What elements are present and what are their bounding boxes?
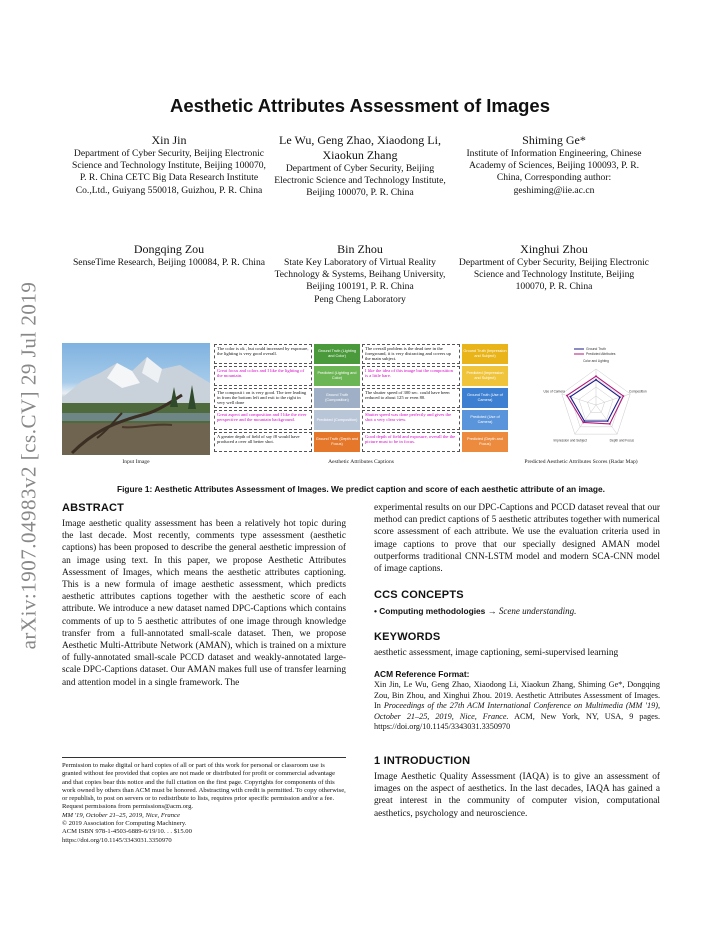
abstract-heading: ABSTRACT: [62, 502, 125, 514]
caption-box: The shutter speed of 300 sec. could have been reduced to about 125 or even 80.: [362, 388, 460, 408]
caption-box: The composit i on is very good. The tree leading in from the bottom left and exit to the right in very well done: [214, 388, 312, 408]
acm-reference-text: [374, 680, 660, 733]
permission-text: Permission to make digital or hard copies of all or part of this work for personal or classroom use is granted without fee provided that copies are not made or distributed for profit or commercial advantage and that copies bear this notice and the full citation on the first page. Copyrights for components of this work owned by others than ACM must be honored. Abstracting with credit is permitted. To copy otherwise, or republish, to post on servers or to redistribute to lists, requires prior specific permission and/or a fee. Request permissions from permissions@acm.org.: [62, 762, 346, 811]
author-block: [72, 242, 266, 269]
attribute-tag: Predicted (Composition): [314, 410, 360, 430]
radar-point: [595, 379, 597, 381]
caption-box: The color is ok , but could increased by exposure, the lighting is very good overall.: [214, 344, 312, 364]
keywords-heading: KEYWORDS: [374, 631, 441, 644]
caption-box: Great focus and colors and I like the lighting of the mountain.: [214, 366, 312, 386]
radar-series-predicted: [567, 376, 623, 424]
radar-axis-label: Depth and Focus: [609, 438, 634, 443]
caption-box: Great aspect and composition and I like the river perspective and the mountain background.: [214, 410, 312, 430]
abstract-body: Image aesthetic quality assessment has been a relatively hot topic during the last decade. Most recently, comments type assessment (aesthetic captions) has been proposed to describe the general aesthetic impression of an image using text. In this paper, we propose Aesthetic Attributes Assessment of Images, which means the aesthetic attributes captioning. This is a new formula of image aesthetic assessment, which predicts aesthetic attributes captions together with the aesthetic score of each attribute. We introduce a new dataset named DPC-Captions which contains comments of up to 5 aesthetic attributes of one image through knowledge transfer from a full-annotated small-scale dataset. Then, we propose Aesthetic Multi-Attribute Network (AMAN), which is trained on a mixture of fully-annotated small-scale PCCD dataset and weakly-annotated large-scale DPC-Captions dataset. Our AMAN makes full use of transfer learning and attention model in a single framework. The: [62, 519, 346, 688]
caption-box: I like the idea of this image but the composition is a little bare.: [362, 366, 460, 386]
author-block: [458, 242, 650, 294]
author-affiliation: State Key Laboratory of Virtual Reality Technology & Systems, Beihang University, Beijing 100191, P. R. China: [274, 257, 446, 293]
arxiv-id-text: arXiv:1907.04983v2 [cs.CV] 29 Jul 2019: [16, 281, 41, 649]
radar-axis-label: Composition: [628, 389, 647, 394]
author-affiliation: SenseTime Research, Beijing 100084, P. R. China: [72, 257, 266, 268]
reference-venue: Proceedings of the 27th ACM International Conference on Multimedia (MM '19), October 21–25, 2019, Nice, France.: [374, 701, 660, 721]
author-block: [456, 133, 652, 197]
reference-authors: Xin Jin, Le Wu, Geng Zhao, Xiaodong Li, Xiaokun Zhang, Shiming Ge*, Dongqing Zou, Bin Zhou, and Xinghui Zhou. 2019. Aesthetic Attributes Assessment of Images. In: [374, 680, 660, 711]
author-block: [265, 133, 455, 200]
radar-point: [595, 375, 597, 377]
caption-box: Shutter speed was done perfectly and gives the shot a very clear view.: [362, 410, 460, 430]
radar-point: [582, 422, 584, 424]
input-image: [62, 343, 210, 455]
copyright-line: © 2019 Association for Computing Machinery.: [62, 820, 187, 828]
attribute-tag: Predicted (Lighting and Color): [314, 366, 360, 386]
author-name: Shiming Ge*: [522, 133, 586, 147]
author-affiliation-2: Peng Cheng Laboratory: [314, 293, 406, 305]
radar-point: [569, 396, 571, 398]
radar-axis-label: Impression and Subject: [553, 438, 587, 443]
attribute-tag: Ground Truth (Impression and Subject): [462, 344, 508, 364]
figure-caption: Figure 1: Aesthetic Attributes Assessment of Images. We predict caption and score of each aesthetic attribute of an image.: [116, 484, 606, 494]
attribute-tag: Ground Truth (Depth and Focus): [314, 432, 360, 452]
radar-axis-line: [596, 394, 630, 405]
doi-line: https://doi.org/10.1145/3343031.3350970: [62, 836, 172, 844]
radar-chart: [532, 343, 660, 455]
keywords-body: aesthetic assessment, image captioning, semi-supervised learning: [374, 648, 619, 659]
permission-footnote: [62, 757, 346, 845]
caption-box: A greater depth of field of say f8 would have produced a over all better shot.: [214, 432, 312, 452]
author-affiliation: Department of Cyber Security, Beijing Electronic Science and Technology Institute, Beijing 100070, P. R. China: [274, 163, 446, 199]
ccs-item: • Computing methodologies: [374, 606, 486, 617]
author-affiliation: Department of Cyber Security, Beijing Electronic Science and Technology Institute, Beijing 100070, P. R. China: [458, 257, 650, 293]
abstract-section: [62, 502, 346, 689]
caption-box: The overall problem is the dead tree in the foreground, it is very distracting and covers up the main subject.: [362, 344, 460, 364]
input-image-label: Input Image: [122, 459, 150, 465]
caption-box: Good depth of field and exposure, overall the the picture must to be in focus.: [362, 432, 460, 452]
radar-point: [583, 420, 585, 422]
author-affiliation: Institute of Information Engineering, Chinese Academy of Sciences, Beijing 100093, P. R. China, Corresponding author: geshiming@iie.ac.cn: [466, 148, 642, 196]
radar-axis-label: Use of Camera: [543, 389, 565, 394]
acm-reference-heading: ACM Reference Format:: [374, 669, 470, 680]
captions-label: Aesthetic Attributes Captions: [328, 459, 394, 465]
radar-legend-label: Predicted Attributes: [586, 352, 616, 357]
figure-1: [62, 343, 660, 471]
attribute-tag: Predicted (Use of Camera): [462, 410, 508, 430]
author-name: Le Wu, Geng Zhao, Xiaodong Li, Xiaokun Zhang: [279, 133, 441, 162]
author-name: Dongqing Zou: [133, 242, 205, 256]
attribute-tag: Ground Truth (Lighting and Color): [314, 344, 360, 364]
arxiv-identifier: [0, 255, 58, 675]
radar-point: [609, 423, 611, 425]
author-block: [70, 133, 268, 197]
reference-tail: ACM, New York, NY, USA, 9 pages. https://doi.org/10.1145/3343031.3350970: [374, 711, 660, 732]
radar-series-ground-truth: [570, 380, 620, 421]
abstract-continuation: experimental results on our DPC-Captions and PCCD dataset reveal that our method can predict captions of 5 aesthetic attributes together with numerical score assessment of each attribute. We use the evaluation criteria used in image captions to prove that our specially designed AMAN model outperforms traditional CNN-LSTM model and modern SCA-CNN model of image captions.: [374, 503, 660, 575]
radar-point: [622, 395, 624, 397]
attribute-tag: Predicted (Impression and Subject): [462, 366, 508, 386]
attribute-tag: Ground Truth (Use of Camera): [462, 388, 508, 408]
ccs-heading: CCS CONCEPTS: [374, 589, 464, 602]
author-name: Xin Jin: [151, 133, 187, 147]
ccs-concepts: [374, 605, 660, 617]
author-affiliation: Department of Cyber Security, Beijing Electronic Science and Technology Institute, Beijing 100070, P. R. China CETC Big Data Research Institute Co.,Ltd., Guiyang 550018, Guizhou, P. R. China: [72, 148, 266, 196]
attribute-tag: Predicted (Depth and Focus): [462, 432, 508, 452]
radar-axis-label: Color and Lighting: [583, 359, 609, 364]
attribute-tag: Ground Truth (Composition): [314, 388, 360, 408]
radar-point: [566, 395, 568, 397]
conference-line: MM '19, October 21–25, 2019, Nice, France: [62, 811, 180, 819]
mountain-photo: [62, 343, 210, 455]
radar-label: Predicted Aesthetic Attributes Scores (Radar Map): [524, 459, 638, 465]
isbn-line: ACM ISBN 978-1-4503-6889-6/19/10. . . $15.00: [62, 828, 192, 836]
author-name: Xinghui Zhou: [520, 242, 588, 256]
radar-legend-label: Ground Truth: [586, 347, 606, 352]
radar-point: [607, 420, 609, 422]
introduction-heading: 1 INTRODUCTION: [374, 754, 471, 767]
right-column: [374, 502, 660, 820]
ccs-subitem: Scene understanding.: [498, 606, 577, 617]
author-block: [265, 242, 455, 306]
ccs-arrow: →: [487, 606, 497, 617]
radar-point: [619, 396, 621, 398]
author-name: Bin Zhou: [337, 242, 383, 256]
introduction-body: Image Aesthetic Quality Assessment (IAQA) is to give an assessment of images on the aspect of aesthetics. In the last decades, IAQA has gained a great interest in the community of computer vision, computational aesthetics, psychology and neuroscience.: [374, 771, 660, 819]
paper-title: Aesthetic Attributes Assessment of Images: [169, 95, 551, 116]
